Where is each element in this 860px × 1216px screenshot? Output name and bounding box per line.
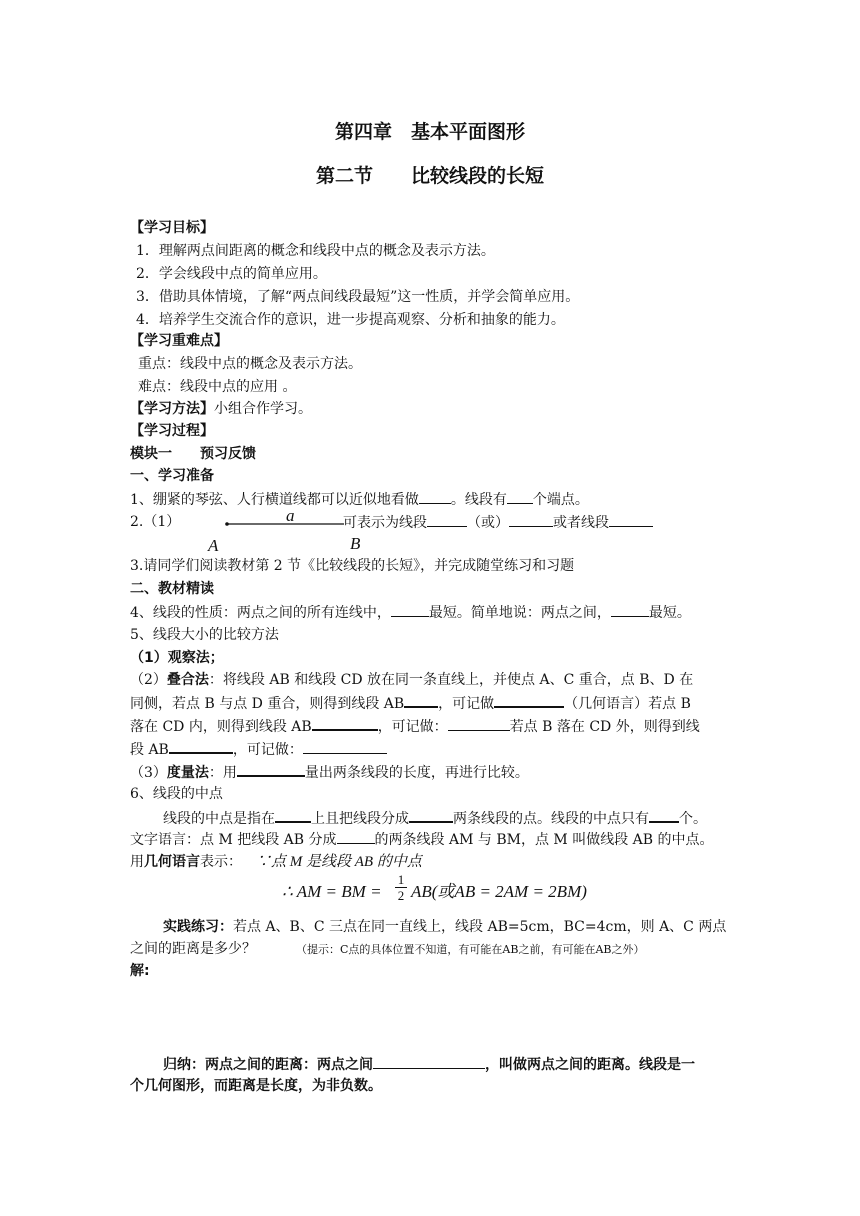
question-2-text: 可表示为线段 （或） 或者线段	[343, 512, 653, 533]
section-title: 第二节 比较线段的长短	[315, 165, 544, 187]
blank[interactable]	[609, 512, 653, 527]
question-3: 3.请同学们阅读教材第 2 节《比较线段的长短》，并完成随堂练习和习题	[130, 558, 575, 574]
key-point: 重点：线段中点的概念及表示方法。	[138, 356, 362, 372]
question-4: 4、线段的性质：两点之间的所有连线中， 最短。简单地说：两点之间， 最短。	[130, 602, 691, 623]
blank[interactable]	[419, 489, 451, 504]
blank[interactable]	[427, 512, 467, 527]
process-heading: 【学习过程】	[130, 423, 214, 439]
chapter-title: 第四章 基本平面图形	[334, 121, 525, 143]
midpoint-definition: 线段的中点是指在 上且把线段分成 两条线段的点。线段的中点只有 个。	[163, 807, 707, 829]
method-overlay-4: 段 AB ，可记做：	[130, 738, 387, 760]
blank[interactable]	[611, 602, 649, 617]
blank[interactable]	[494, 692, 564, 708]
blank[interactable]	[337, 829, 375, 844]
method-heading: 【学习方法】	[130, 401, 214, 417]
question-1: 1、绷紧的琴弦、人行横道线都可以近似地看做 。线段有 个端点。	[130, 489, 589, 510]
goal-item-1: 1．理解两点间距离的概念和线段中点的概念及表示方法。	[136, 243, 495, 259]
blank[interactable]	[169, 738, 233, 754]
hint-text: （提示：C点的具体位置不知道，有可能在AB之前，有可能在AB之外）	[296, 943, 645, 956]
fraction-numerator: 1	[397, 872, 405, 887]
goal-item-2: 2．学会线段中点的简单应用。	[136, 266, 327, 282]
method-line	[130, 399, 312, 419]
blank[interactable]	[509, 512, 553, 527]
difficulty-heading: 【学习重难点】	[130, 333, 228, 349]
practice-line-1: 实践练习：若点 A、B、C 三点在同一直线上，线段 AB=5cm，BC=4cm，则 A、C 两点	[163, 919, 727, 935]
blank[interactable]	[391, 602, 429, 617]
summary-line-2: 个几何图形，而距离是长度，为非负数。	[130, 1078, 382, 1094]
blank[interactable]	[312, 715, 378, 731]
blank[interactable]	[404, 692, 438, 708]
practice-line-2: 之间的距离是多少？ （提示：C点的具体位置不知道，有可能在AB之前，有可能在AB之外）	[130, 941, 645, 957]
hard-point: 难点：线段中点的应用 。	[138, 379, 297, 395]
endpoint-a-dot	[225, 522, 229, 526]
question-5: 5、线段大小的比较方法	[130, 627, 279, 643]
solution-label: 解:	[130, 963, 150, 979]
point-label-B: B	[350, 534, 361, 553]
segment-figure	[222, 507, 346, 555]
because-statement: ∵点 M 是线段 AB 的中点	[256, 854, 422, 870]
blank[interactable]	[649, 807, 679, 823]
blank[interactable]	[448, 716, 510, 731]
fraction-denominator: 2	[395, 887, 407, 903]
blank[interactable]	[409, 807, 453, 823]
goal-item-4: 4．培养学生交流合作的意识，进一步提高观察、分析和抽象的能力。	[136, 312, 565, 328]
part2-heading: 二、教材精读	[130, 581, 214, 597]
point-label-A: A	[208, 536, 219, 555]
midpoint-text-language: 文字语言：点 M 把线段 AB 分成 的两条线段 AM 与 BM，点 M 叫做线段 AB 的中点。	[130, 829, 714, 850]
midpoint-geometry-language: 用几何语言表示： ∵点 M 是线段 AB 的中点	[130, 854, 422, 870]
summary-line-1: 归纳：两点之间的距离：两点之间 ，叫做两点之间的距离。线段是一	[163, 1054, 695, 1075]
question-6: 6、线段的中点	[130, 786, 223, 802]
module1-heading: 模块一 预习反馈	[130, 446, 256, 462]
method-measure: （3）度量法：用 量出两条线段的长度，再进行比较。	[130, 761, 529, 783]
part1-heading: 一、学习准备	[130, 468, 214, 484]
formula-part-a: ∴ AM = BM =	[282, 882, 382, 901]
goals-heading: 【学习目标】	[130, 220, 214, 236]
method-text: 小组合作学习。	[214, 401, 312, 417]
fraction	[395, 872, 407, 903]
method-overlay-1: （2）叠合法：将线段 AB 和线段 CD 放在同一条直线上，并使点 A、C 重合，点 B、D 在	[130, 672, 694, 688]
method-overlay-3: 落在 CD 内，则得到线段 AB ，可记做： 若点 B 落在 CD 外，则得到线	[130, 715, 700, 737]
blank[interactable]	[303, 739, 387, 754]
blank[interactable]	[237, 761, 305, 777]
segment-label-a: a	[286, 506, 295, 525]
method-observe: （1）观察法；	[130, 650, 224, 666]
blank[interactable]	[507, 489, 533, 504]
blank[interactable]	[275, 807, 311, 823]
method-overlay-2: 同侧，若点 B 与点 D 重合，则得到线段 AB ，可记做 （几何语言）若点 B	[130, 692, 691, 714]
blank[interactable]	[373, 1054, 485, 1069]
formula-part-b: AB(或AB = 2AM = 2BM)	[411, 882, 587, 901]
goal-item-3: 3．借助具体情境，了解“两点间线段最短”这一性质，并学会简单应用。	[136, 289, 580, 305]
question-2-label: 2.（1）	[130, 514, 181, 530]
